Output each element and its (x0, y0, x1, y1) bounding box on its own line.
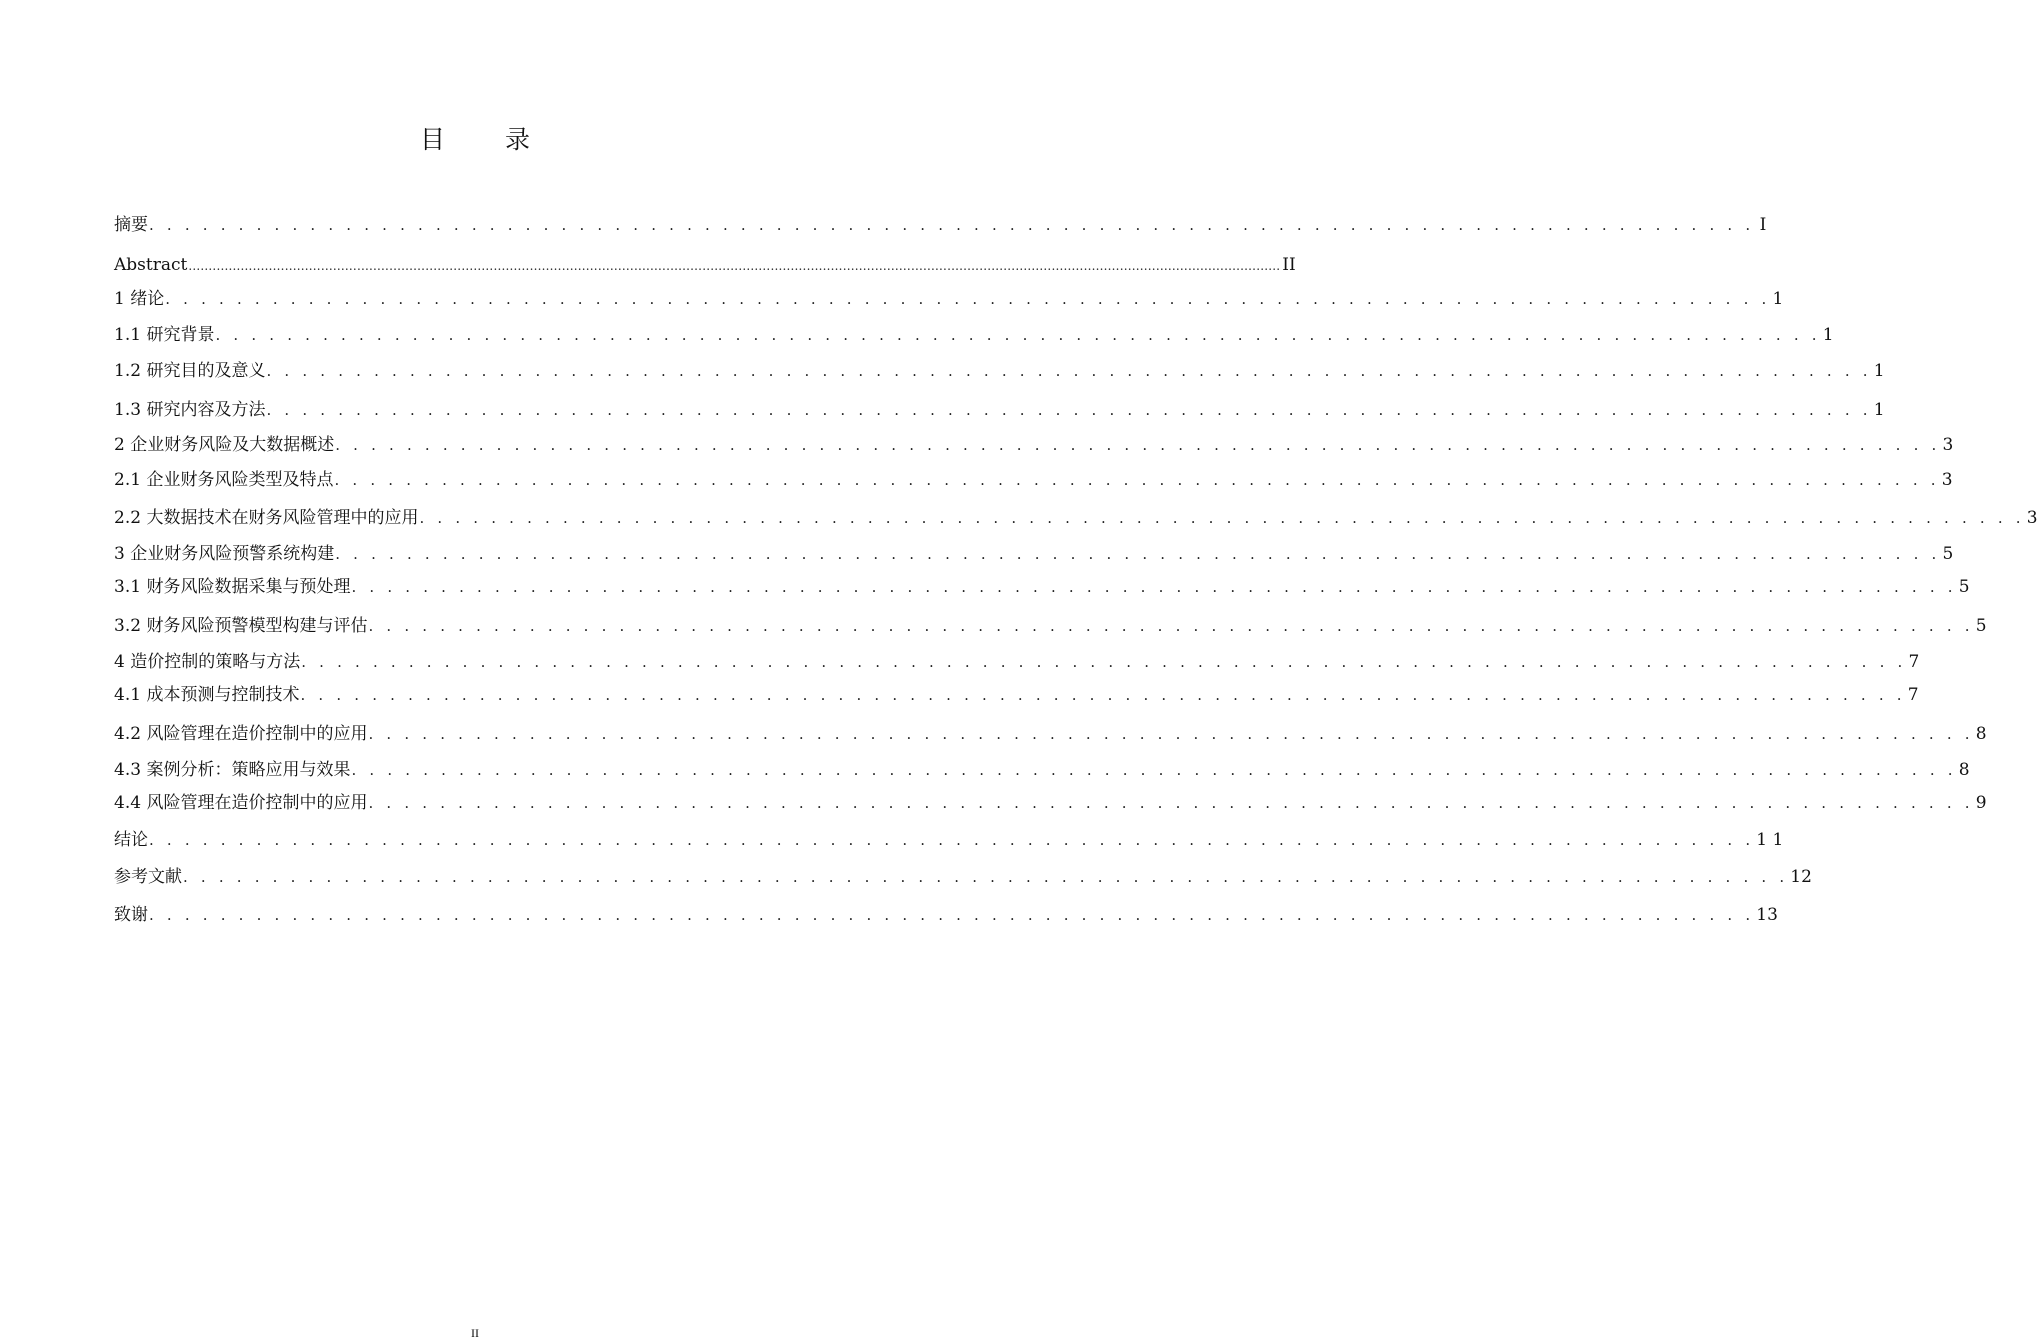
dot-leader: . . . . . . . . . . . . . . . . . . . . . . . . . . . . . . . . . . . . . . . . . . . . . . . . . . . . . . . . . . . . . . . . . . . . . . . . . . . . . . . . . . . . . . . . . . (368, 617, 1974, 635)
toc-entry-section-1-1[interactable] (114, 324, 1834, 346)
toc-entry-chapter-4[interactable] (114, 651, 1920, 673)
dot-leader: . . . . . . . . . . . . . . . . . . . . . . . . . . . . . . . . . . . . . . . . . . . . . . . . . . . . . . . . . . . . . . . . . . . . . . . . . . . . . . . . . . . . . . . . . . (266, 362, 1872, 380)
toc-entry-page: 3 (1942, 435, 1954, 455)
toc-entry-label: 2.2 大数据技术在财务风险管理中的应用 (114, 508, 419, 528)
toc-entry-conclusion[interactable] (114, 829, 1784, 851)
toc-entry-label: 3 企业财务风险预警系统构建 (114, 544, 335, 564)
toc-entry-label: 3.2 财务风险预警模型构建与评估 (114, 616, 368, 636)
toc-entry-page: 5 (1958, 577, 1970, 597)
toc-entry-page: 1 (1822, 325, 1834, 345)
toc-entry-label: 1.3 研究内容及方法 (114, 400, 266, 420)
toc-entry-chapter-1[interactable] (114, 288, 1784, 310)
toc-entry-page: 5 (1942, 544, 1954, 564)
toc-entry-section-1-2[interactable] (114, 360, 1885, 382)
dot-leader: . . . . . . . . . . . . . . . . . . . . . . . . . . . . . . . . . . . . . . . . . . . . . . . . . . . . . . . . . . . . . . . . . . . . . . . . . . . . . . . . . . . . . . . . . . (301, 653, 1907, 671)
page-title: 目 录 (420, 125, 556, 154)
dot-leader: . . . . . . . . . . . . . . . . . . . . . . . . . . . . . . . . . . . . . . . . . . . . . . . . . . . . . . . . . . . . . . . . . . . . . . . . . . . . . . . . . . . . . . . . . . (368, 794, 1974, 812)
toc-entry-section-4-3[interactable] (114, 759, 1970, 781)
toc-entry-page: 8 (1958, 760, 1970, 780)
toc-entry-section-2-2[interactable] (114, 507, 2038, 529)
toc-entry-page: 3 (2026, 508, 2038, 528)
toc-entry-label: 2 企业财务风险及大数据概述 (114, 435, 335, 455)
toc-entry-section-4-4[interactable] (114, 792, 1987, 814)
toc-entry-label: 1.1 研究背景 (114, 325, 215, 345)
dot-leader: . . . . . . . . . . . . . . . . . . . . . . . . . . . . . . . . . . . . . . . . . . . . . . . . . . . . . . . . . . . . . . . . . . . . . . . . . . . . . . . . . . . . . . . . . . (149, 216, 1755, 234)
toc-entry-page: 8 (1975, 724, 1987, 744)
dot-leader: ................................................................................................................................................................................................................................................................................ (188, 259, 1281, 273)
toc-entry-page: 1 (1772, 289, 1784, 309)
toc-entry-page: 1 (1873, 400, 1885, 420)
dot-leader: . . . . . . . . . . . . . . . . . . . . . . . . . . . . . . . . . . . . . . . . . . . . . . . . . . . . . . . . . . . . . . . . . . . . . . . . . . . . . . . . . . . . . . . . . . (335, 436, 1941, 454)
toc-entry-label: 结论 (114, 830, 148, 850)
toc-entry-section-4-1[interactable] (114, 684, 1919, 706)
toc-entry-chapter-2[interactable] (114, 434, 1954, 456)
toc-entry-label: 1 绪论 (114, 289, 165, 309)
toc-entry-page: 3 (1941, 470, 1953, 490)
toc-entry-abstract-en[interactable] (114, 254, 1296, 277)
toc-entry-references[interactable] (114, 866, 1812, 888)
toc-entry-label: 4.1 成本预测与控制技术 (114, 685, 300, 705)
toc-entry-label: Abstract (114, 255, 188, 275)
page-number: II (471, 1326, 479, 1340)
toc-entry-page: 7 (1908, 652, 1920, 672)
toc-entry-page: 1 (1873, 361, 1885, 381)
dot-leader: . . . . . . . . . . . . . . . . . . . . . . . . . . . . . . . . . . . . . . . . . . . . . . . . . . . . . . . . . . . . . . . . . . . . . . . . . . . . . . . . . . . . . . . . . . (351, 761, 1957, 779)
toc-entry-label: 参考文献 (114, 867, 182, 887)
toc-entry-label: 1.2 研究目的及意义 (114, 361, 266, 381)
dot-leader: . . . . . . . . . . . . . . . . . . . . . . . . . . . . . . . . . . . . . . . . . . . . . . . . . . . . . . . . . . . . . . . . . . . . . . . . . . . . . . . . . . . . . . . . . . (351, 578, 1957, 596)
dot-leader: . . . . . . . . . . . . . . . . . . . . . . . . . . . . . . . . . . . . . . . . . . . . . . . . . . . . . . . . . . . . . . . . . . . . . . . . . . . . . . . . . . . . . . . . . . (368, 725, 1974, 743)
toc-entry-label: 致谢 (114, 905, 148, 925)
toc-entry-page: 9 (1975, 793, 1987, 813)
dot-leader: . . . . . . . . . . . . . . . . . . . . . . . . . . . . . . . . . . . . . . . . . . . . . . . . . . . . . . . . . . . . . . . . . . . . . . . . . . . . . . . . . . . . . . . . . . (215, 326, 1821, 344)
toc-entry-label: 4.2 风险管理在造价控制中的应用 (114, 724, 368, 744)
dot-leader: . . . . . . . . . . . . . . . . . . . . . . . . . . . . . . . . . . . . . . . . . . . . . . . . . . . . . . . . . . . . . . . . . . . . . . . . . . . . . . . . . . . . . . . . . . (334, 471, 1940, 489)
dot-leader: . . . . . . . . . . . . . . . . . . . . . . . . . . . . . . . . . . . . . . . . . . . . . . . . . . . . . . . . . . . . . . . . . . . . . . . . . . . . . . . . . . . . . . . . . . (335, 545, 1941, 563)
toc-entry-label: 4 造价控制的策略与方法 (114, 652, 301, 672)
toc-entry-section-3-2[interactable] (114, 615, 1987, 637)
toc-entry-label: 2.1 企业财务风险类型及特点 (114, 470, 334, 490)
dot-leader: . . . . . . . . . . . . . . . . . . . . . . . . . . . . . . . . . . . . . . . . . . . . . . . . . . . . . . . . . . . . . . . . . . . . . . . . . . . . . . . . . . . . . . . . . . (300, 686, 1906, 704)
toc-entry-label: 3.1 财务风险数据采集与预处理 (114, 577, 351, 597)
dot-leader: . . . . . . . . . . . . . . . . . . . . . . . . . . . . . . . . . . . . . . . . . . . . . . . . . . . . . . . . . . . . . . . . . . . . . . . . . . . . . . . . . . . . . . . . . . (266, 401, 1872, 419)
toc-entry-page: I (1759, 215, 1767, 235)
toc-entry-label: 4.3 案例分析：策略应用与效果 (114, 760, 351, 780)
toc-entry-chapter-3[interactable] (114, 543, 1954, 565)
toc-entry-acknowledgements[interactable] (114, 904, 1778, 926)
toc-entry-abstract-cn[interactable] (114, 214, 1767, 236)
dot-leader: . . . . . . . . . . . . . . . . . . . . . . . . . . . . . . . . . . . . . . . . . . . . . . . . . . . . . . . . . . . . . . . . . . . . . . . . . . . . . . . . . . . . . . . . . . (149, 906, 1755, 924)
toc-entry-section-1-3[interactable] (114, 399, 1885, 421)
toc-entry-section-2-1[interactable] (114, 469, 1953, 491)
toc-entry-page: 7 (1907, 685, 1919, 705)
toc-entry-page: 5 (1975, 616, 1987, 636)
toc-entry-label: 摘要 (114, 215, 148, 235)
toc-entry-page: 12 (1790, 867, 1812, 887)
toc-entry-page: 13 (1756, 905, 1778, 925)
dot-leader: . . . . . . . . . . . . . . . . . . . . . . . . . . . . . . . . . . . . . . . . . . . . . . . . . . . . . . . . . . . . . . . . . . . . . . . . . . . . . . . . . . . . . . . . . . (183, 868, 1789, 886)
toc-entry-page: II (1282, 255, 1296, 275)
toc-entry-page: 1 1 (1756, 830, 1784, 850)
dot-leader: . . . . . . . . . . . . . . . . . . . . . . . . . . . . . . . . . . . . . . . . . . . . . . . . . . . . . . . . . . . . . . . . . . . . . . . . . . . . . . . . . . . . . . . . . . (165, 290, 1771, 308)
toc-entry-label: 4.4 风险管理在造价控制中的应用 (114, 793, 368, 813)
toc-entry-section-3-1[interactable] (114, 576, 1970, 598)
dot-leader: . . . . . . . . . . . . . . . . . . . . . . . . . . . . . . . . . . . . . . . . . . . . . . . . . . . . . . . . . . . . . . . . . . . . . . . . . . . . . . . . . . . . . . . . . . (149, 831, 1755, 849)
toc-entry-section-4-2[interactable] (114, 723, 1987, 745)
dot-leader: . . . . . . . . . . . . . . . . . . . . . . . . . . . . . . . . . . . . . . . . . . . . . . . . . . . . . . . . . . . . . . . . . . . . . . . . . . . . . . . . . . . . . . . . . . (419, 509, 2025, 527)
